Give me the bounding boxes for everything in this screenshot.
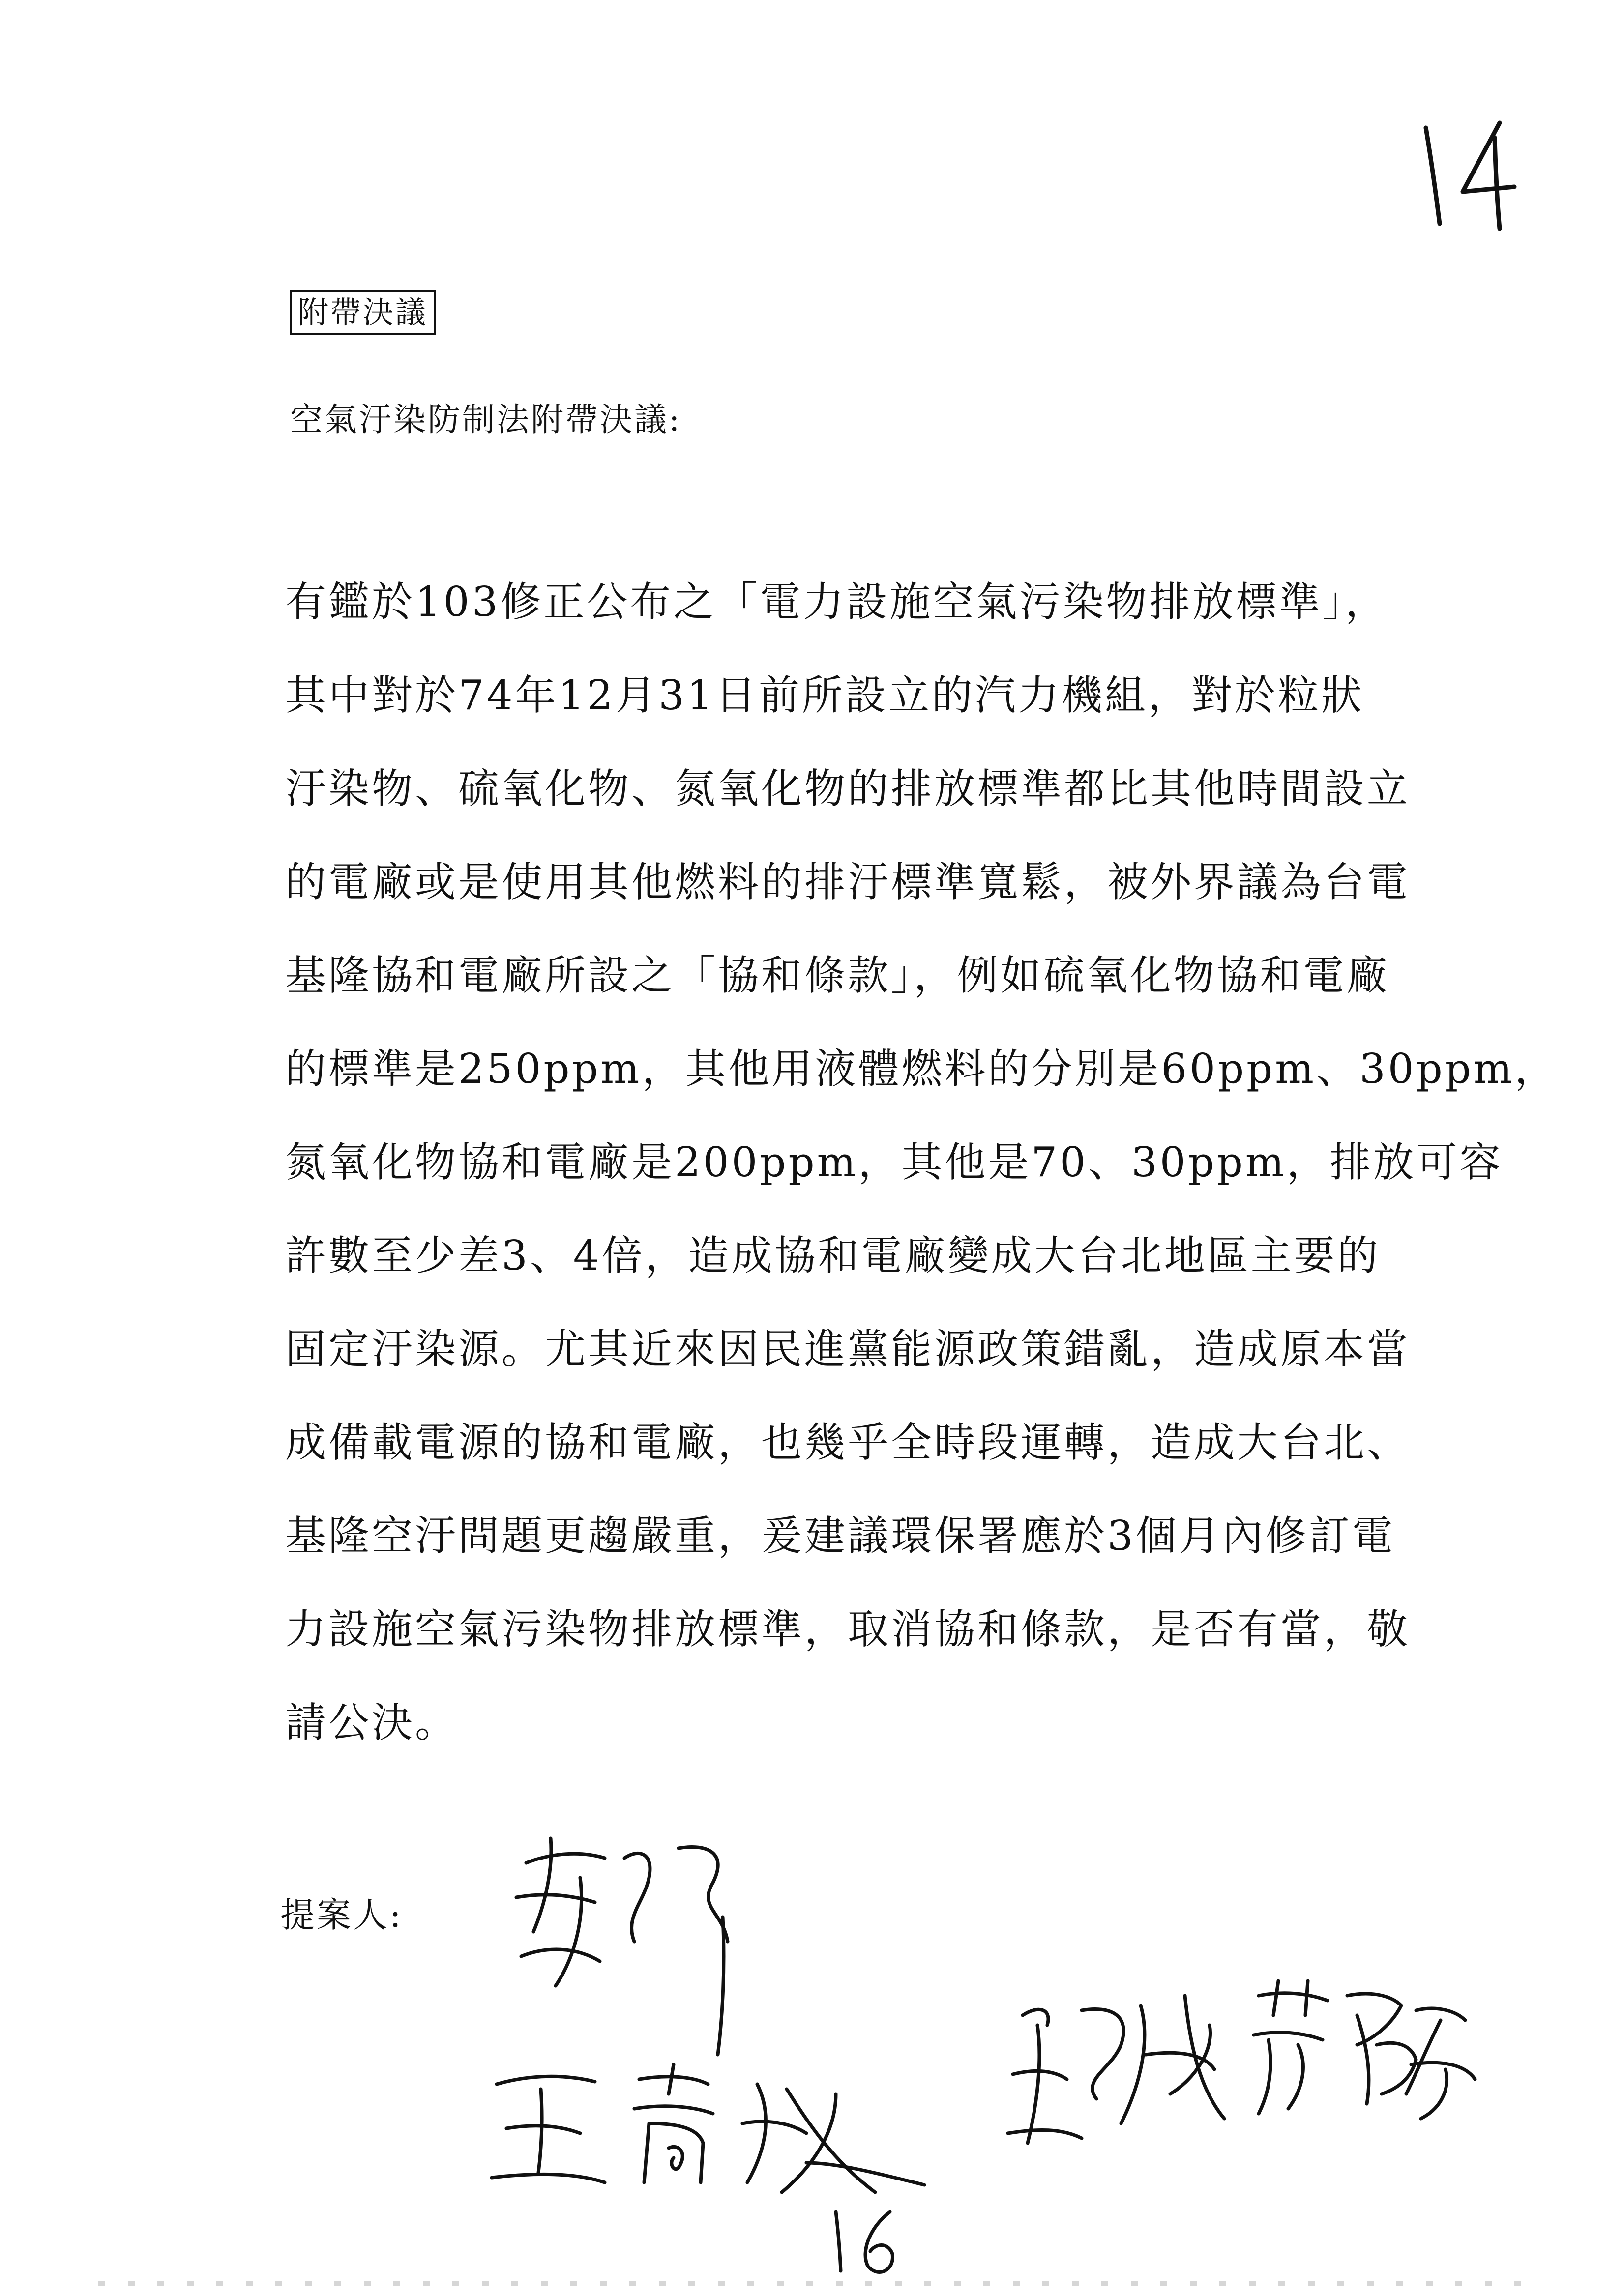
body-line: 氮氧化物協和電廠是200ppm，其他是70、30ppm，排放可容 <box>285 1138 1503 1186</box>
document-subtitle: 空氣汙染防制法附帶決議: <box>290 401 682 438</box>
body-line: 請公決。 <box>285 1699 458 1746</box>
body-line: 成備載電源的協和電廠，也幾乎全時段運轉，造成大台北、 <box>285 1419 1410 1466</box>
proposer-label: 提案人: <box>280 1895 403 1935</box>
body-line: 其中對於74年12月31日前所設立的汽力機組，對於粒狀 <box>285 671 1364 719</box>
handwritten-page-number <box>1416 118 1519 231</box>
body-line: 汙染物、硫氧化物、氮氧化物的排放標準都比其他時間設立 <box>285 765 1410 813</box>
signature-1 <box>516 1838 728 2055</box>
body-line: 基隆協和電廠所設之「協和條款」，例如硫氧化物協和電廠 <box>285 952 1390 999</box>
signature-2 <box>492 2064 924 2192</box>
body-line: 的電廠或是使用其他燃料的排汙標準寬鬆，被外界議為台電 <box>285 858 1410 906</box>
scan-footer-noise <box>98 2281 1524 2286</box>
appendix-resolution-label: 附帶決議 <box>290 290 436 335</box>
body-line: 基隆空汙問題更趨嚴重，爰建議環保署應於3個月內修訂電 <box>285 1512 1395 1560</box>
body-line: 有鑑於103修正公布之「電力設施空氣污染物排放標準」， <box>285 578 1388 626</box>
body-line: 固定汙染源。尤其近來因民進黨能源政策錯亂，造成原本當 <box>285 1325 1410 1373</box>
resolution-body <box>285 555 1558 1770</box>
body-line: 的標準是250ppm，其他用液體燃料的分別是60ppm、30ppm， <box>285 1045 1558 1093</box>
signature-4 <box>1254 1981 1475 2119</box>
signature-3 <box>1008 1996 1224 2143</box>
body-line: 力設施空氣污染物排放標準，取消協和條款，是否有當，敬 <box>285 1605 1410 1653</box>
handwritten-bottom-page-number <box>836 2212 892 2272</box>
body-line: 許數至少差3、4倍，造成協和電廠變成大台北地區主要的 <box>285 1232 1381 1279</box>
